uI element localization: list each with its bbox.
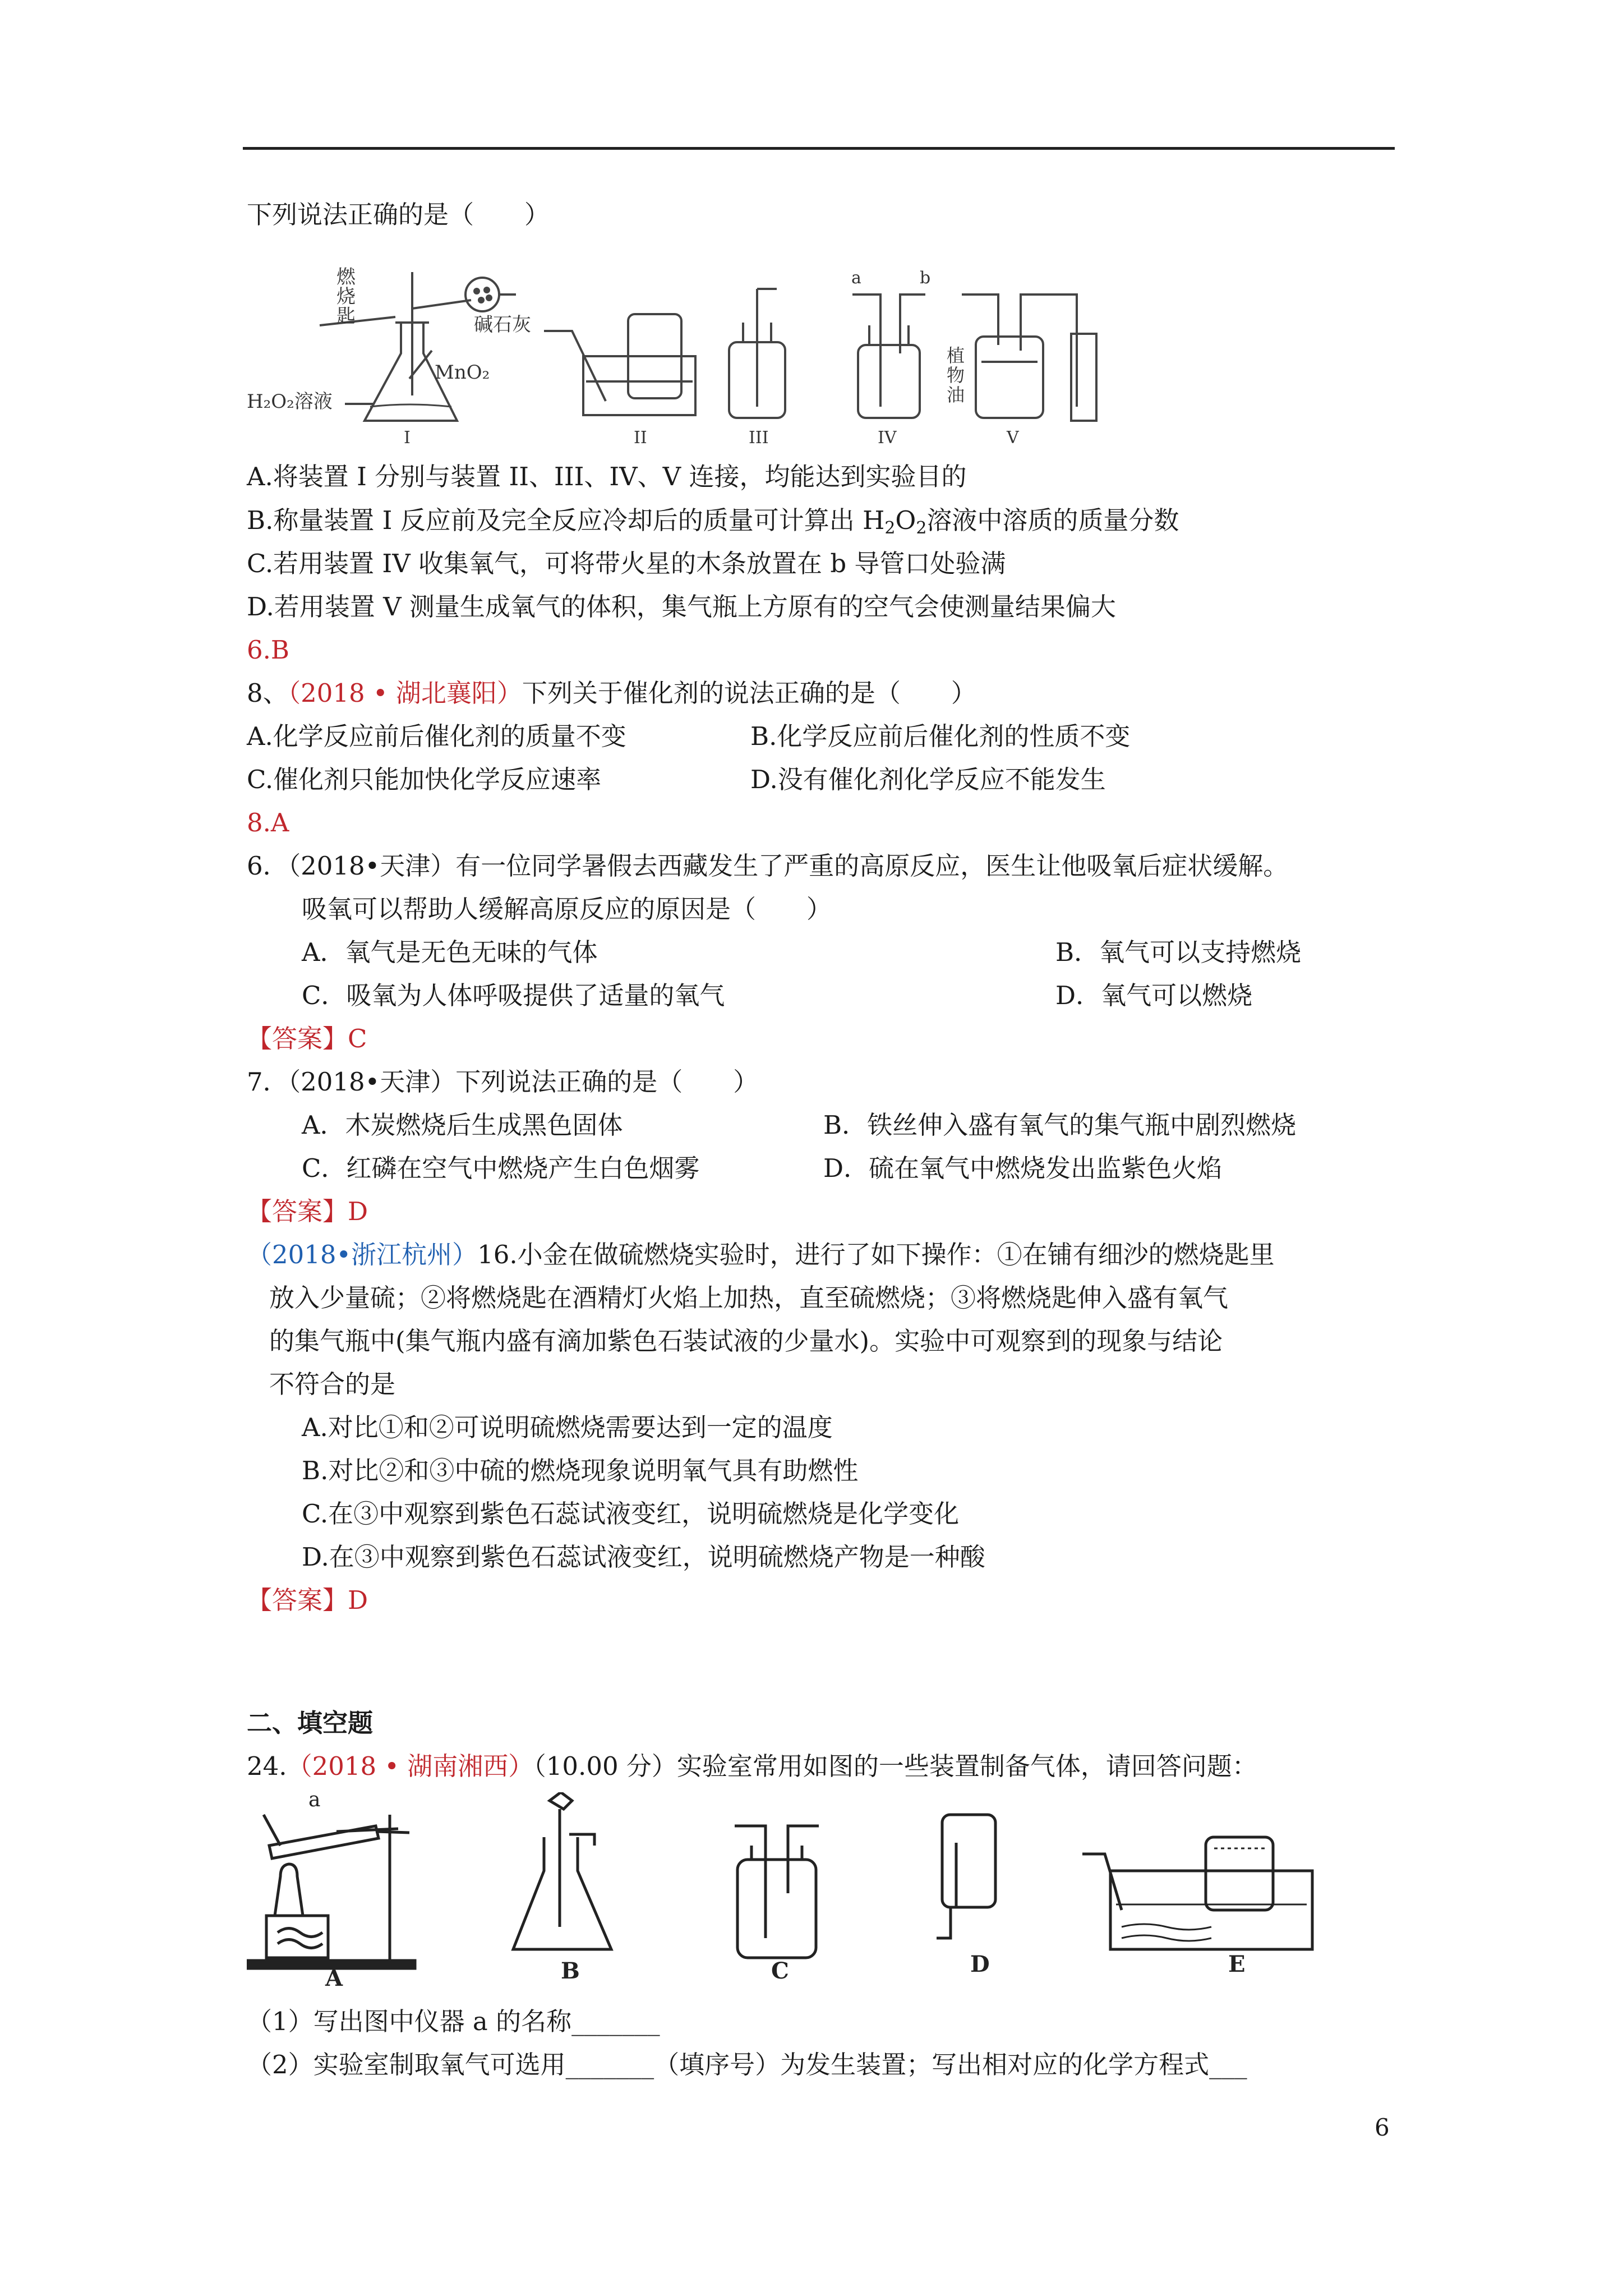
option-d: D.若用装置 V 测量生成氧气的体积，集气瓶上方原有的空气会使测量结果偏大 <box>247 592 1116 622</box>
question-stem: 下列说法正确的是（ ） <box>247 200 550 229</box>
question-6-option-c: C．吸氧为人体呼吸提供了适量的氧气 <box>302 981 725 1010</box>
question-6-option-a: A．氧气是无色无味的气体 <box>302 937 598 967</box>
question-7-option-d: D．硫在氧气中燃烧发出监紫色火焰 <box>823 1153 1223 1183</box>
question-8-option-b: B.化学反应前后催化剂的性质不变 <box>750 721 1131 751</box>
figure-gas-apparatus <box>247 1792 1363 1986</box>
question-7-option-a: A．木炭燃烧后生成黑色固体 <box>302 1110 623 1140</box>
question-16-option-a: A.对比①和②可说明硫燃烧需要达到一定的温度 <box>302 1412 833 1442</box>
question-8-option-d: D.没有催化剂化学反应不能发生 <box>750 765 1106 794</box>
figure-oxygen-apparatus <box>247 255 1127 452</box>
section-title: 二、填空题 <box>247 1708 374 1738</box>
question-16-stem-line-2: 放入少量硫；②将燃烧匙在酒精灯火焰上加热，直至硫燃烧；③将燃烧匙伸入盛有氧气 <box>269 1283 1229 1313</box>
label-device-b: B <box>561 1958 580 1984</box>
label-oil-3: 油 <box>947 384 965 406</box>
label-oil-1: 植 <box>947 345 965 366</box>
question-7-answer: 【答案】D <box>247 1197 368 1226</box>
option-a: A.将装置 I 分别与装置 II、III、IV、V 连接，均能达到实验目的 <box>247 462 967 491</box>
label-spoon-1: 燃 <box>336 266 356 288</box>
question-16-stem-line-4: 不符合的是 <box>269 1369 396 1399</box>
label-device-1: I <box>404 428 411 448</box>
page-number: 6 <box>1375 2114 1390 2141</box>
question-6-stem-line-2: 吸氧可以帮助人缓解高原反应的原因是（ ） <box>302 894 832 924</box>
question-24-part-1: （1）写出图中仪器 a 的名称_______ <box>247 2007 660 2036</box>
answer: 6.B <box>247 635 290 665</box>
question-6-option-b: B．氧气可以支持燃烧 <box>1055 937 1302 967</box>
question-8-option-c: C.催化剂只能加快化学反应速率 <box>247 765 602 794</box>
question-16-stem-line-1: （2018•浙江杭州）16.小金在做硫燃烧实验时，进行了如下操作：①在铺有细沙的燃烧匙里 <box>247 1240 1275 1269</box>
label-device-5: V <box>1007 428 1019 448</box>
question-16-option-c: C.在③中观察到紫色石蕊试液变红，说明硫燃烧是化学变化 <box>302 1499 960 1529</box>
question-8-answer: 8.A <box>247 808 289 838</box>
option-c: C.若用装置 IV 收集氧气，可将带火星的木条放置在 b 导管口处验满 <box>247 549 1006 578</box>
label-port-a: a <box>851 268 861 288</box>
question-24-stem: 24.（2018 • 湖南湘西）（10.00 分）实验室常用如图的一些装置制备气体，请回答问题： <box>247 1751 1257 1781</box>
label-device-4: IV <box>878 428 897 448</box>
label-soda-lime: 碱石灰 <box>474 314 531 336</box>
header-rule <box>243 147 1395 150</box>
label-device-a: A <box>325 1965 343 1986</box>
question-7-option-c: C．红磷在空气中燃烧产生白色烟雾 <box>302 1153 700 1183</box>
question-16-option-b: B.对比②和③中硫的燃烧现象说明氧气具有助燃性 <box>302 1456 859 1485</box>
question-6-option-d: D．氧气可以燃烧 <box>1055 981 1253 1010</box>
question-8-stem: 8、（2018 • 湖北襄阳）下列关于催化剂的说法正确的是（ ） <box>247 678 976 708</box>
question-7-option-b: B．铁丝伸入盛有氧气的集气瓶中剧烈燃烧 <box>823 1110 1297 1140</box>
option-b: B.称量装置 I 反应前及完全反应冷却后的质量可计算出 $H_2O_2$溶液中溶质的质量分数 <box>247 505 1179 538</box>
label-oil-2: 物 <box>947 365 965 386</box>
question-24-part-2: （2）实验室制取氧气可选用_______（填序号）为发生装置；写出相对应的化学方程式___ <box>247 2050 1247 2079</box>
question-6-stem-line-1: 6．（2018•天津）有一位同学暑假去西藏发生了严重的高原反应，医生让他吸氧后症状缓解。 <box>247 851 1289 881</box>
label-port-b: b <box>920 268 931 288</box>
question-16-option-d: D.在③中观察到紫色石蕊试液变红，说明硫燃烧产物是一种酸 <box>302 1542 985 1572</box>
question-16-stem-line-3: 的集气瓶中(集气瓶内盛有滴加紫色石装试液的少量水)。实验中可观察到的现象与结论 <box>269 1326 1223 1356</box>
question-6-answer: 【答案】C <box>247 1024 367 1053</box>
label-spoon-2: 烧 <box>336 286 356 308</box>
question-16-answer: 【答案】D <box>247 1585 368 1615</box>
label-device-2: II <box>634 428 647 448</box>
label-device-e: E <box>1228 1951 1246 1977</box>
label-device-d: D <box>970 1951 990 1977</box>
label-spoon-3: 匙 <box>336 305 356 328</box>
label-h2o2: H₂O₂溶液 <box>247 390 333 413</box>
label-mno2: MnO₂ <box>435 361 490 384</box>
question-8-option-a: A.化学反应前后催化剂的质量不变 <box>247 721 626 751</box>
label-device-c: C <box>771 1958 789 1984</box>
question-7-stem: 7．（2018•天津）下列说法正确的是（ ） <box>247 1067 759 1097</box>
label-device-3: III <box>749 428 769 448</box>
label-instrument-a: a <box>308 1792 321 1811</box>
